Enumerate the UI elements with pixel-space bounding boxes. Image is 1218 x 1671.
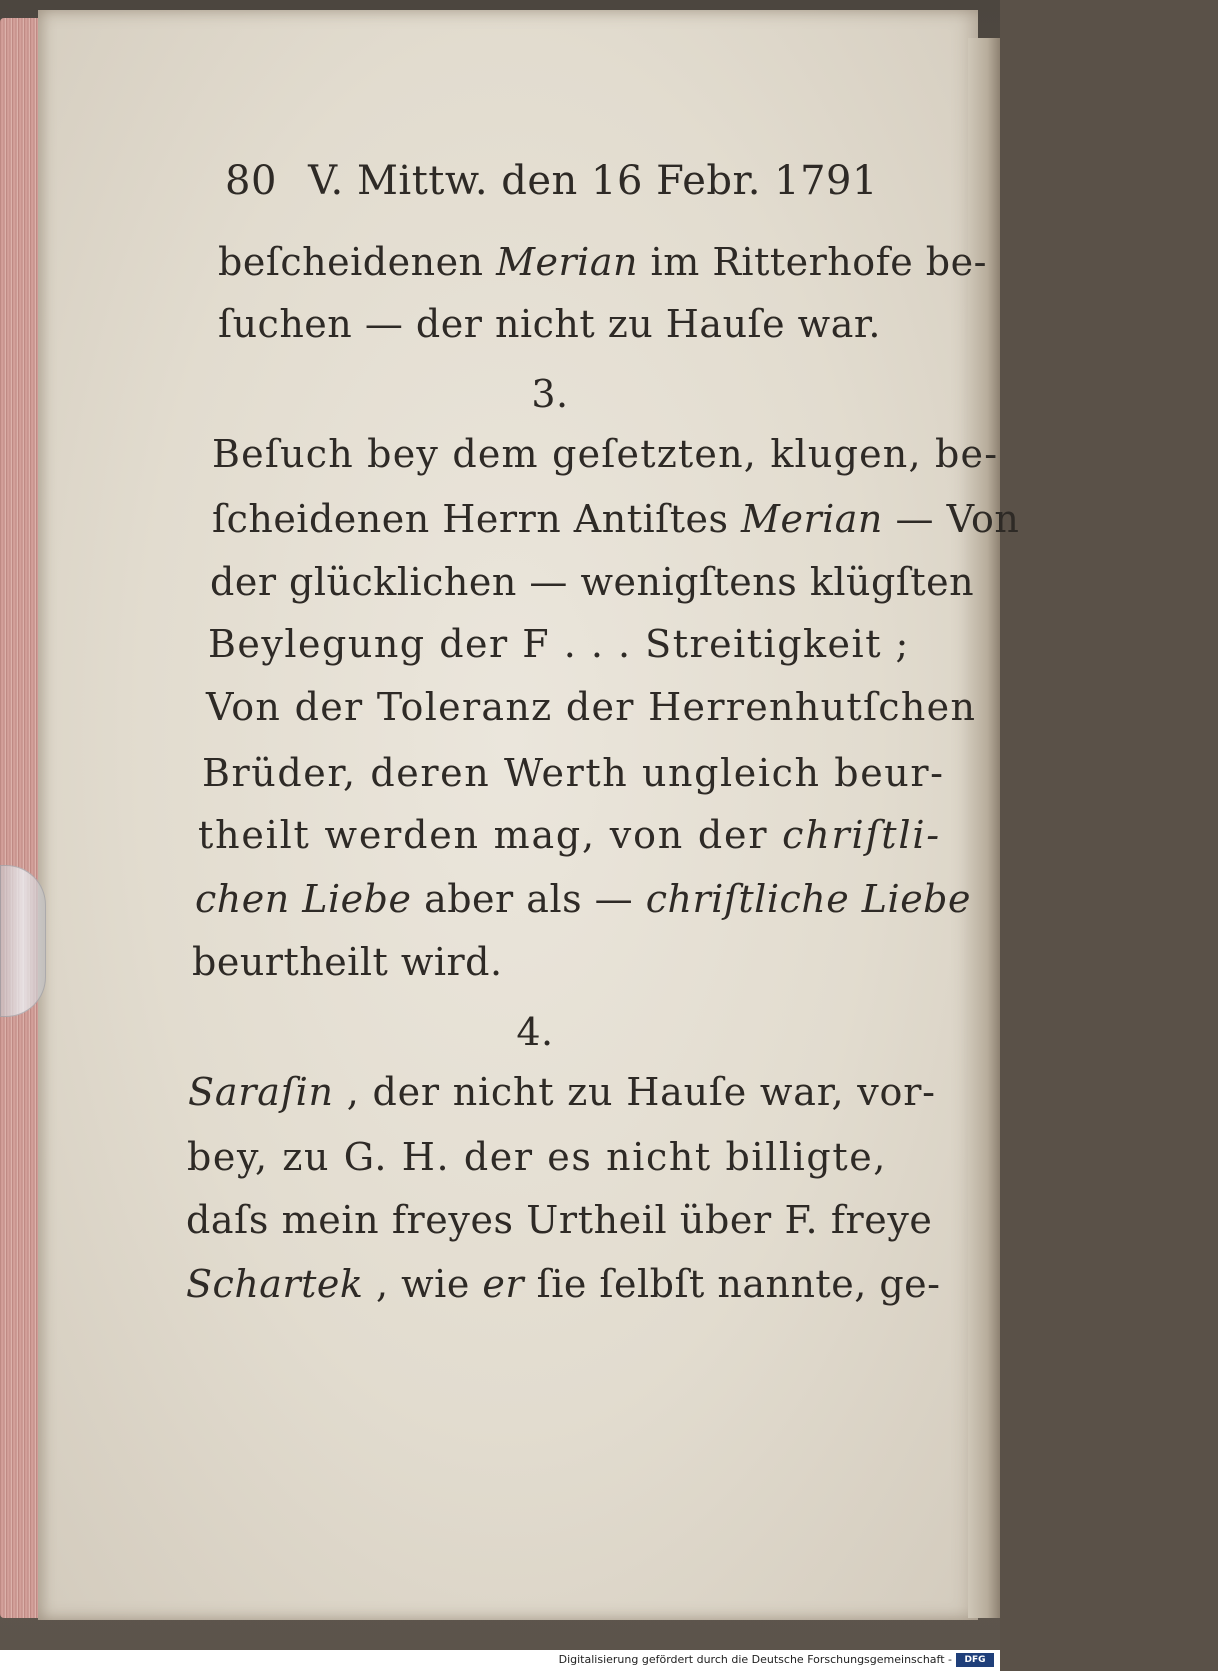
text-line-2: ſuchen — der nicht zu Hauſe war. <box>218 302 881 346</box>
text-line-14: daſs mein freyes Urtheil über F. freye <box>186 1198 933 1242</box>
page-clip <box>0 865 46 1017</box>
text-line-9 <box>198 813 1198 857</box>
page-number: 80 <box>225 158 277 204</box>
text-line-10 <box>195 877 1195 921</box>
italic-text: er <box>482 1262 525 1306</box>
text-line-5: der glücklichen — wenigſtens klügſten <box>210 560 975 604</box>
text-line-7: Von der Toleranz der Herrenhutſchen <box>206 685 977 729</box>
italic-name: Merian <box>496 240 638 284</box>
footer-credit: Digitalisierung gefördert durch die Deutsche Forschungsgemeinschaft - <box>558 1653 952 1666</box>
text-line-8: Brüder, deren Werth ungleich beur- <box>202 751 945 795</box>
italic-text: chen Liebe <box>195 877 412 921</box>
text-line-3: Beſuch bey dem geſetzten, klugen, be- <box>212 432 999 476</box>
text-span: , wie <box>363 1262 483 1306</box>
running-head <box>225 158 925 204</box>
italic-name: Merian <box>741 497 883 541</box>
text-line-15 <box>186 1262 1186 1306</box>
text-span: — Von <box>882 497 1020 541</box>
text-line-6: Beylegung der F . . . Streitigkeit ; <box>208 622 910 666</box>
text-span: , der nicht zu Hauſe war, vor- <box>333 1070 936 1114</box>
text-line-4 <box>212 497 1212 541</box>
italic-text: chriſtli- <box>782 813 941 857</box>
italic-text: chriſtliche Liebe <box>645 877 971 921</box>
text-span: ſcheidenen Herrn Antiſtes <box>212 497 742 541</box>
text-line-13: bey, zu G. H. der es nicht billigte, <box>187 1135 887 1179</box>
section-number-3: 3. <box>531 372 569 416</box>
text-line-1 <box>218 240 1218 284</box>
text-span: theilt werden mag, von der <box>198 813 783 857</box>
text-span: beſcheidenen <box>218 240 497 284</box>
text-span: im Ritterhofe be- <box>637 240 987 284</box>
text-line-11: beurtheilt wird. <box>192 940 503 984</box>
italic-name: Schartek <box>186 1262 364 1306</box>
text-span: aber als — <box>411 877 646 921</box>
running-head-text: V. Mittw. den 16 Febr. 1791 <box>308 158 878 204</box>
text-line-12 <box>188 1070 1188 1114</box>
text-span: ſie ſelbſt nannte, ge- <box>524 1262 941 1306</box>
italic-name: Saraſin <box>188 1070 334 1114</box>
dfg-logo: DFG <box>956 1653 994 1667</box>
section-number-4: 4. <box>516 1010 554 1054</box>
